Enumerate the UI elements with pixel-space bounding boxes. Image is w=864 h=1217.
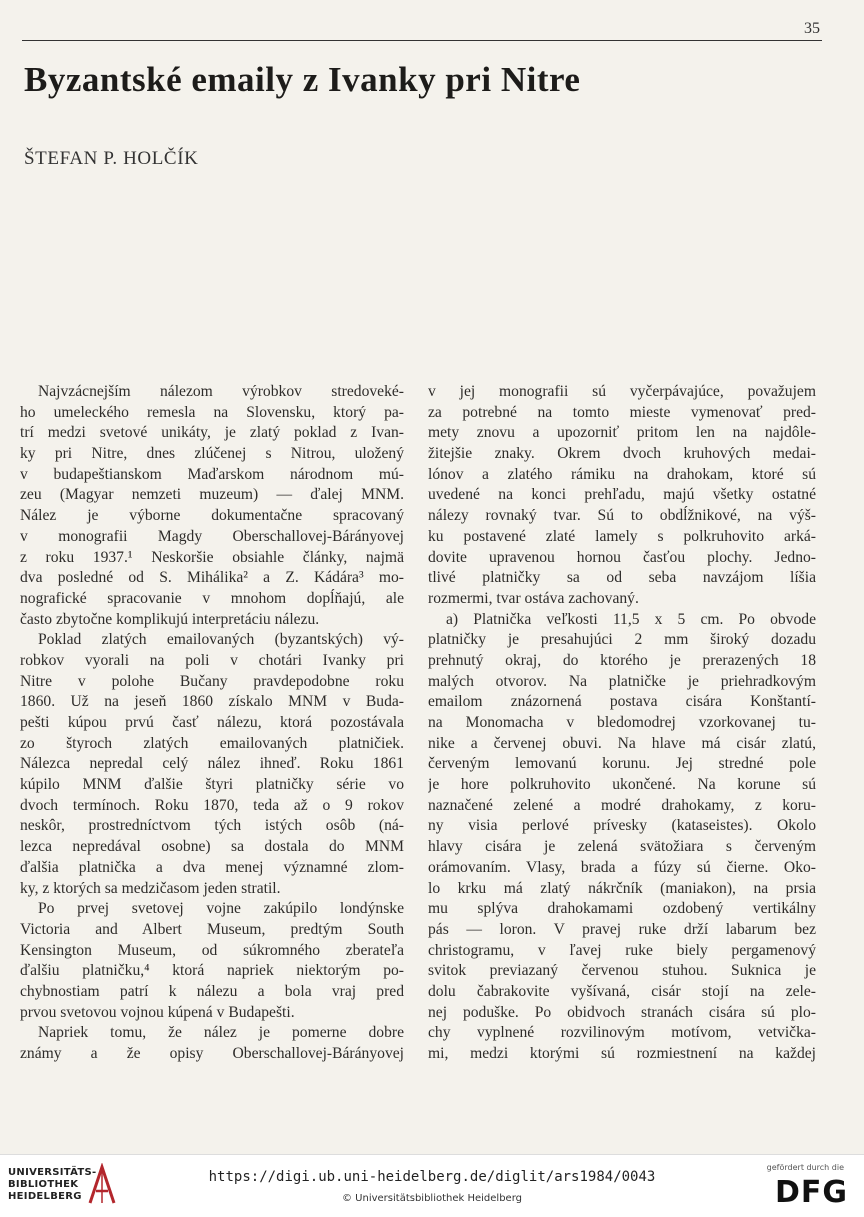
text-line: rozmermi, tvar ostáva zachovaný. — [428, 589, 639, 607]
text-column-right — [428, 382, 816, 1065]
text-line: emailom znázornená postava cisára Konštantí- — [428, 693, 816, 711]
text-line: je hore polkruhovito ukončené. Na korune sú — [428, 776, 816, 794]
text-line: Po prvej svetovej vojne zakúpilo londýnske — [38, 900, 404, 918]
text-line: Kensington Museum, od súkromného zberateľa — [20, 941, 404, 959]
text-line: v budapeštianskom Maďarskom národnom mú- — [20, 465, 404, 483]
dfg-logo: DFG — [774, 1175, 848, 1210]
text-line: v jej monografii sú vyčerpávajúce, považujem — [428, 383, 816, 400]
text-line: lo krku má zlatý nákrčník (maniakon), na prsia — [428, 879, 816, 897]
text-line: zeu (Magyar nemzeti muzeum) — ďalej MNM. — [20, 486, 404, 504]
text-line: nike a červenej obuvi. Na hlave má cisár zlatú, — [428, 734, 816, 752]
text-line: mi, medzi ktorými sú rozmiestnení na každej — [428, 1045, 816, 1062]
library-footer — [0, 1154, 864, 1217]
text-line: pás — loron. V pravej ruke drží labarum bez — [428, 920, 816, 938]
text-line: Poklad zlatých emailovaných (byzantských) vý- — [38, 631, 404, 649]
text-line: žitejšie znaky. Okrem dvoch kruhových medai- — [428, 445, 816, 463]
text-line: červeným lemovanú korunu. Jej stredné pole — [428, 755, 816, 773]
text-line: dva posledné od S. Mihálika² a Z. Kádára³ mo- — [20, 569, 404, 587]
text-line: nálezy rovnaký tvar. Sú to obdĺžnikové, na výš- — [428, 507, 816, 525]
text-line: ky pri Nitre, dnes zlúčenej s Nitrou, uložený — [20, 445, 404, 463]
text-line: Victoria and Albert Museum, predtým South — [20, 920, 404, 938]
text-line: christogramu, v ľavej ruke biely pergamenový — [428, 941, 816, 959]
text-line: robkov vyorali na poli v chotári Ivanky pri — [20, 651, 404, 669]
text-line: ďalšia platnička a dva menej významné zlom- — [20, 858, 404, 876]
text-line: dolu čabrakovite vyšívaná, cisár stojí na zele- — [428, 982, 816, 1000]
text-line: trí medzi svetové unikáty, je zlatý poklad z Ivan- — [20, 424, 404, 442]
text-line: hlavy cisára je zelená svätožiara s červeným — [428, 838, 816, 856]
text-line: Nález je výborne dokumentačne spracovaný — [20, 507, 404, 525]
text-line: lezca nepredával osobne) sa dostala do MNM — [20, 838, 404, 856]
text-line: Nitre v polohe Bučany pravdepodobne roku — [20, 672, 404, 690]
text-line: ky, z ktorých sa medzičasom jeden stratil. — [20, 879, 281, 897]
text-line: ďalšiu platničku,⁴ ktorá napriek niektorým po- — [20, 962, 404, 980]
text-line: známy a že opisy Oberschallovej-Bárányovej — [20, 1045, 404, 1062]
text-line: svitok previazaný červenou stuhou. Suknica je — [428, 962, 816, 980]
text-line: Najvzácnejším nálezom výrobkov stredoveké- — [38, 383, 404, 400]
text-line: pešti kúpou prvú časť nálezu, ktorá pozostávala — [20, 714, 404, 731]
text-line: chy vyplnené rozvilinovým motívom, vetvička- — [428, 1024, 816, 1042]
text-line: kúpilo MNM ďalšie štyri platničky série vo — [20, 776, 404, 794]
text-column-left — [20, 382, 404, 1065]
copyright-notice: © Universitätsbibliothek Heidelberg — [341, 1193, 522, 1204]
text-line: chybnostiam patrí k nálezu a bola vraj pred — [20, 982, 404, 1000]
text-line: dovite upravenou hornou časťou plochy. Jedno- — [428, 548, 816, 566]
text-line: nografické spracovanie v mnohom dopĺňajú, ale — [20, 589, 404, 607]
text-line: uvedené na konci prehľadu, majú všetky ostatné — [428, 486, 816, 504]
article-title: Byzantské emaily z Ivanky pri Nitre — [24, 60, 581, 99]
text-line: za potrebné na tomto mieste vymenovať pred- — [428, 403, 816, 421]
text-line: často zbytočne komplikujú interpretáciu nálezu. — [20, 610, 320, 628]
text-line: prehnutý okraj, do ktorého je prerazených 18 — [428, 651, 816, 669]
page-number: 35 — [804, 20, 820, 37]
text-line: mu splýva drahokamami ozdobený vertikálny — [428, 900, 816, 918]
text-line: zo štyroch zlatých emailovaných platničiek. — [20, 734, 404, 752]
text-line: mety znovu a upozorniť pritom len na najdôle- — [428, 424, 816, 442]
text-line: ku postavené zlaté lamely s polkruhovito arká- — [428, 527, 816, 545]
text-line: malých otvorov. Na platničke je priehradkovým — [428, 672, 816, 690]
text-line: Napriek tomu, že nález je pomerne dobre — [38, 1024, 404, 1042]
text-line: 1860. Už na jeseň 1860 získalo MNM v Buda- — [20, 693, 404, 711]
text-line: tlivé platničky sa od seba navzájom líšia — [428, 569, 816, 587]
header-rule — [22, 40, 822, 41]
library-logo-text: UNIVERSITÄTS- BIBLIOTHEK HEIDELBERG — [8, 1167, 97, 1202]
text-line: ho umeleckého remesla na Slovensku, ktorý pa- — [20, 403, 404, 421]
funding-note: gefördert durch die — [766, 1163, 844, 1172]
text-line: orámovaním. Vlasy, brada a fúzy sú čierne. Oko- — [428, 858, 816, 876]
article-author: ŠTEFAN P. HOLČÍK — [24, 148, 199, 169]
text-line: z roku 1937.¹ Neskoršie obsiahle články, najmä — [20, 548, 404, 566]
text-line: naznačené zelené a modré drahokamy, z koru- — [428, 796, 816, 814]
text-line: na Monomacha v bledomodrej vzorkovanej tu- — [428, 714, 816, 731]
document-url-link[interactable]: https://digi.ub.uni-heidelberg.de/diglit/ars1984/0043 — [208, 1169, 656, 1185]
text-line: lónov a zlatého rámiku na drahokam, ktoré sú — [428, 465, 816, 483]
text-line: nej poduške. Po obidvoch stranách cisára sú plo- — [428, 1003, 816, 1021]
text-line: neskôr, prostredníctvom tých istých osôb (ná- — [20, 817, 404, 835]
text-line: dvoch termínoch. Roku 1870, teda až o 9 rokov — [20, 796, 404, 814]
text-line: v monografii Magdy Oberschallovej-Bárányovej — [20, 527, 404, 545]
text-line: prvou svetovou vojnou kúpená v Budapešti. — [20, 1003, 295, 1021]
text-line: Nálezca nepredal celý nález ihneď. Roku 1861 — [20, 755, 404, 773]
text-line: a) Platnička veľkosti 11,5 x 5 cm. Po obvode — [446, 610, 816, 628]
text-line: platničky je presahujúci 2 mm široký dozadu — [428, 631, 816, 649]
text-line: ny visia perlové prívesky (kataseistes). Okolo — [428, 817, 816, 835]
